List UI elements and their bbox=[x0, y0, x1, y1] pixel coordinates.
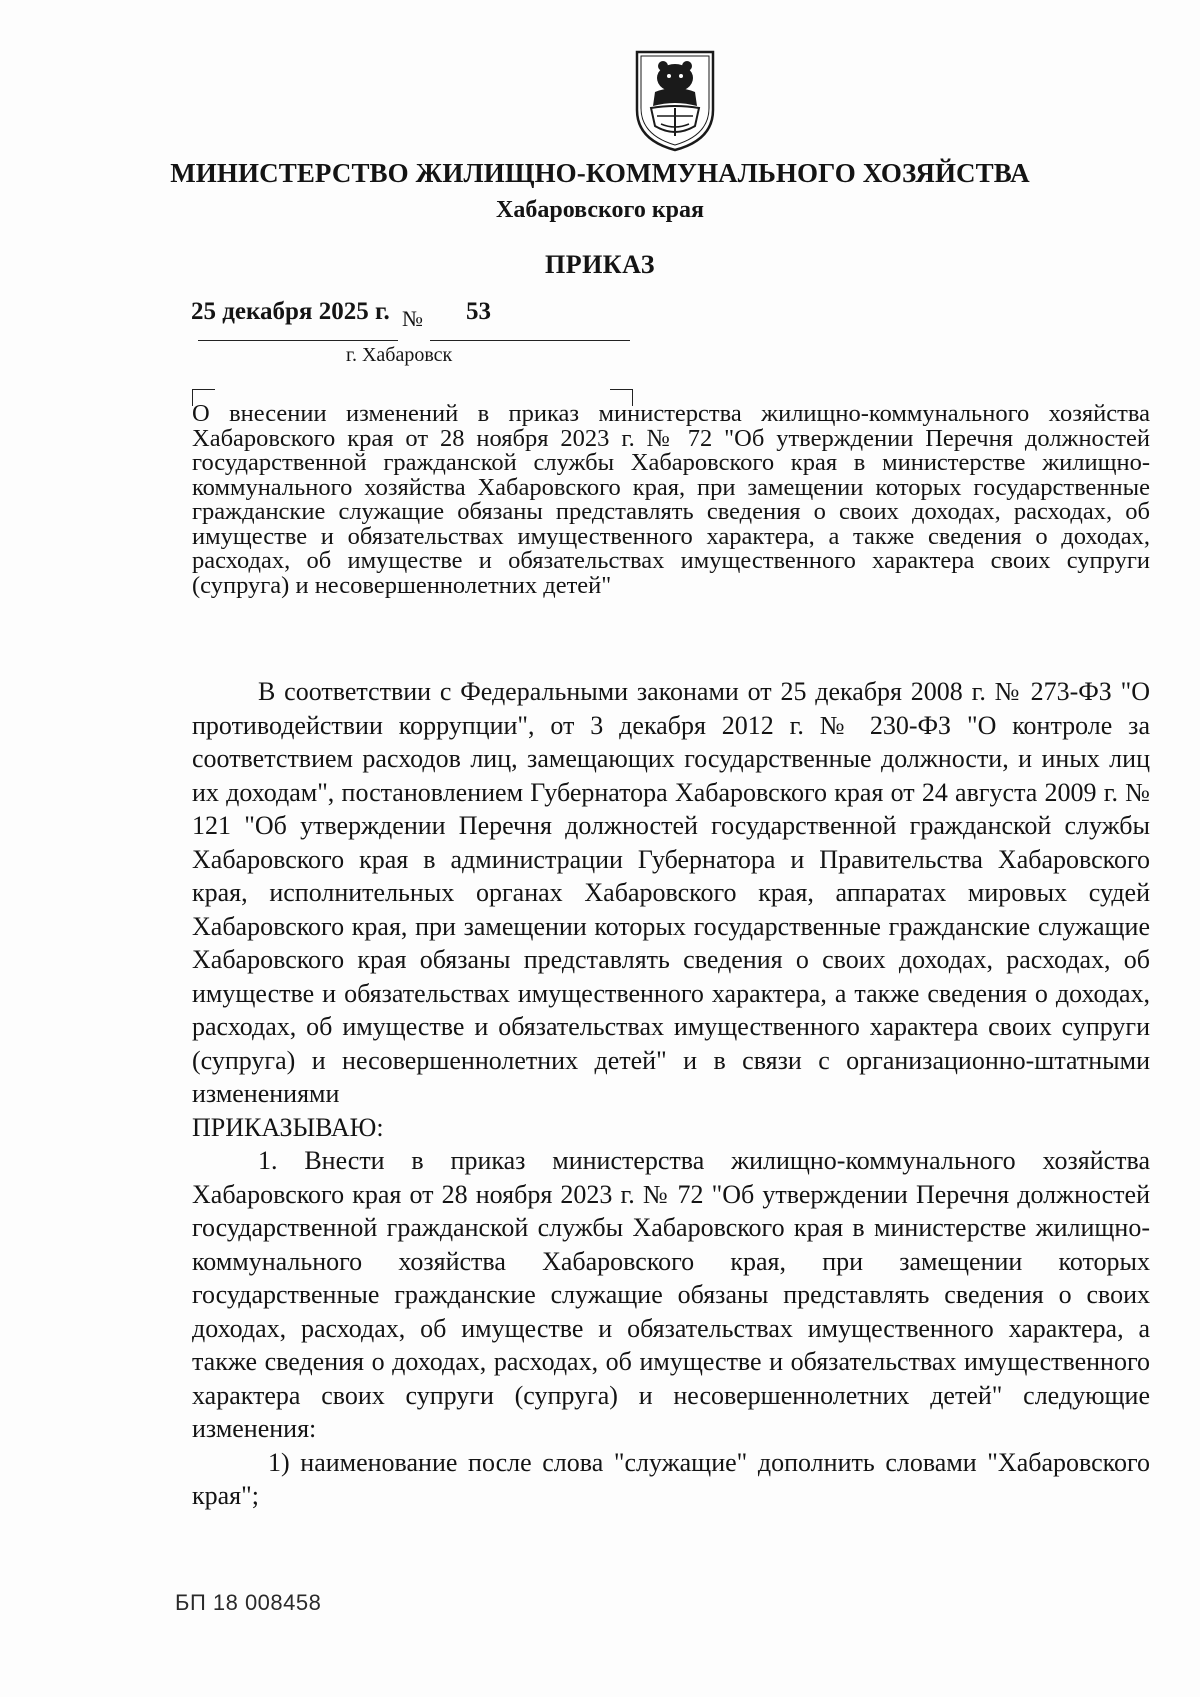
region-title: Хабаровского края bbox=[496, 197, 704, 223]
document-city: г. Хабаровск bbox=[346, 344, 453, 366]
date-underline bbox=[198, 340, 398, 341]
document-subject: О внесении изменений в приказ министерства жилищно-коммунального хозяйства Хабаровского края от 28 ноября 2023 г. № 72 "Об утверждении Перечня должностей государственной гражданской службы Хабаровского края в министерстве жилищно-коммунального хозяйства Хабаровского края, при замещении которых государственные гражданские служащие обязаны представлять сведения о своих доходах, расходах, об имуществе и обязательствах имущественного характера, а также сведения о доходах, расходах, об имуществе и обязательствах имущественного характера своих супруги (супруга) и несовершеннолетних детей" bbox=[192, 400, 1150, 599]
number-sign: № bbox=[402, 306, 423, 331]
ministry-title: МИНИСТЕРСТВО ЖИЛИЩНО-КОММУНАЛЬНОГО ХОЗЯЙСТВА bbox=[170, 158, 1030, 188]
document-type-title: ПРИКАЗ bbox=[544, 250, 656, 279]
preamble-paragraph: В соответствии с Федеральными законами от 25 декабря 2008 г. № 273-ФЗ "О противодействии коррупции", от 3 декабря 2012 г. № 230-ФЗ "О контроле за соответствием расходов лиц, замещающих государственные должности, и иных лиц их доходам", постановлением Губернатора Хабаровского края от 24 августа 2009 г. № 121 "Об утверждении Перечня должностей государственной гражданской службы Хабаровского края в администрации Губернатора и Правительства Хабаровского края, исполнительных органах Хабаровского края, аппаратах мировых судей Хабаровского края, при замещении которых государственные гражданские служащие Хабаровского края обязаны представлять сведения о своих доходах, расходах, об имуществе и обязательствах имущественного характера, а также сведения о доходах, расходах, об имуществе и обязательствах имущественного характера своих супруги (супруга) и несовершеннолетних детей" и в связи с организационно-штатными изменениями bbox=[192, 677, 1150, 1108]
order-verb: ПРИКАЗЫВАЮ: bbox=[192, 1112, 384, 1142]
number-underline bbox=[430, 340, 630, 341]
document-date: 25 декабря 2025 г. bbox=[191, 298, 390, 325]
form-serial-number: БП 18 008458 bbox=[175, 1590, 322, 1615]
order-subpoint-1: 1) наименование после слова "служащие" дополнить словами "Хабаровского края"; bbox=[192, 1447, 1150, 1510]
order-point-1: 1. Внести в приказ министерства жилищно-коммунального хозяйства Хабаровского края от 28 ноября 2023 г. № 72 "Об утверждении Перечня должностей государственной гражданской службы Хабаровского края в министерстве жилищно-коммунального хозяйства Хабаровского края, при замещении которых государственные гражданские служащие обязаны представлять сведения о своих доходах, расходах, об имуществе и обязательствах имущественного характера, а также сведения о доходах, расходах, об имуществе и обязательствах имущественного характера своих супруги (супруга) и несовершеннолетних детей" следующие изменения: bbox=[192, 1146, 1150, 1443]
document-number: 53 bbox=[466, 298, 491, 325]
document-body bbox=[192, 675, 1150, 1513]
coat-of-arms-icon bbox=[633, 48, 717, 153]
